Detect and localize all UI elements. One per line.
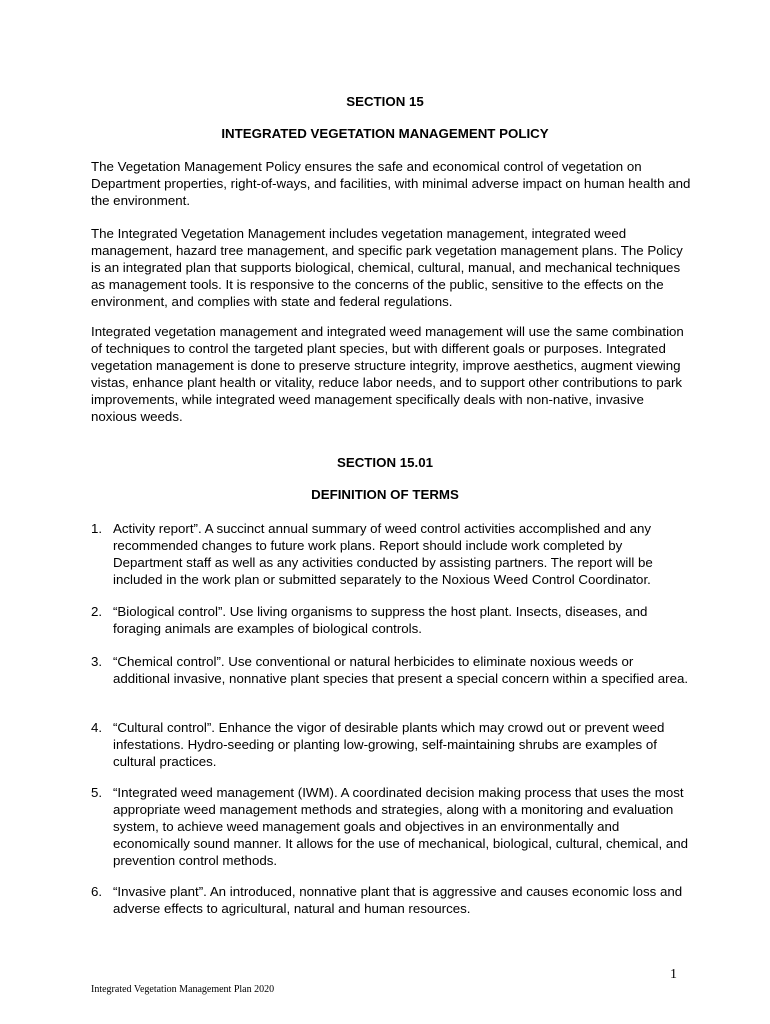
definition-number: 2. <box>91 604 103 619</box>
definition-item <box>91 653 691 687</box>
paragraph-ivm-iwm: Integrated vegetation management and integrated weed management will use the same combination of techniques to control the targeted plant species, but with different goals or purposes. Integrated vegetation management is done to preserve structure integrity, improve aesthetics, augment viewing vistas, enhance plant health or vitality, reduce labor needs, and to support other contributions to park improvements, while integrated weed management specifically deals with non-native, invasive noxious weeds. <box>91 324 684 424</box>
definition-item <box>91 883 691 917</box>
paragraph-policy-purpose: The Vegetation Management Policy ensures the safe and economical control of vegetation on Department properties, right-of-ways, and facilities, with minimal adverse impact on human health and the environment. <box>91 159 691 208</box>
definition-number: 1. <box>91 521 103 536</box>
definition-item <box>91 784 691 869</box>
definition-item <box>91 603 691 637</box>
page-number: 1 <box>670 967 677 982</box>
definition-text: “Integrated weed management (IWM). A coordinated decision making process that uses the most appropriate weed management methods and strategies, along with a monitoring and evaluation system, to achieve weed management goals and objectives in an environmentally and economically sound manner. It allows for the use of mechanical, biological, cultural, chemical, and prevention control methods. <box>113 785 689 868</box>
section-title: INTEGRATED VEGETATION MANAGEMENT POLICY <box>221 126 549 141</box>
definition-number: 5. <box>91 785 103 800</box>
definition-text: “Invasive plant”. An introduced, nonnative plant that is aggressive and causes economic loss and adverse effects to agricultural, natural and human resources. <box>113 884 683 916</box>
paragraph-ivm-includes: The Integrated Vegetation Management includes vegetation management, integrated weed management, hazard tree management, and specific park vegetation management plans. The Policy is an integrated plan that supports biological, chemical, cultural, manual, and mechanical techniques as management tools. It is responsive to the concerns of the public, sensitive to the effects on the environment, and complies with state and federal regulations. <box>91 226 683 309</box>
footer-title: Integrated Vegetation Management Plan 2020 <box>91 984 275 995</box>
subsection-title: DEFINITION OF TERMS <box>311 487 459 502</box>
definition-text: Activity report”. A succinct annual summary of weed control activities accomplished and any recommended changes to future work plans. Report should include work completed by Department staff as well as any activities conducted by assisting partners. The report will be included in the work plan or submitted separately to the Noxious Weed Control Coordinator. <box>113 521 653 587</box>
definition-text: “Cultural control”. Enhance the vigor of desirable plants which may crowd out or prevent weed infestations. Hydro-seeding or planting low-growing, self-maintaining shrubs are examples of cultural practices. <box>113 720 665 769</box>
definition-item <box>91 719 691 770</box>
subsection-heading: SECTION 15.01 <box>336 455 434 470</box>
definition-number: 3. <box>91 654 103 669</box>
definition-text: “Chemical control”. Use conventional or natural herbicides to eliminate noxious weeds or additional invasive, nonnative plant species that present a special concern within a specified area. <box>113 654 689 686</box>
definition-item <box>91 520 691 588</box>
definition-number: 4. <box>91 720 103 735</box>
section-heading: SECTION 15 <box>346 94 424 109</box>
definition-text: “Biological control”. Use living organisms to suppress the host plant. Insects, diseases, and foraging animals are examples of biological controls. <box>113 604 648 636</box>
definition-number: 6. <box>91 884 103 899</box>
